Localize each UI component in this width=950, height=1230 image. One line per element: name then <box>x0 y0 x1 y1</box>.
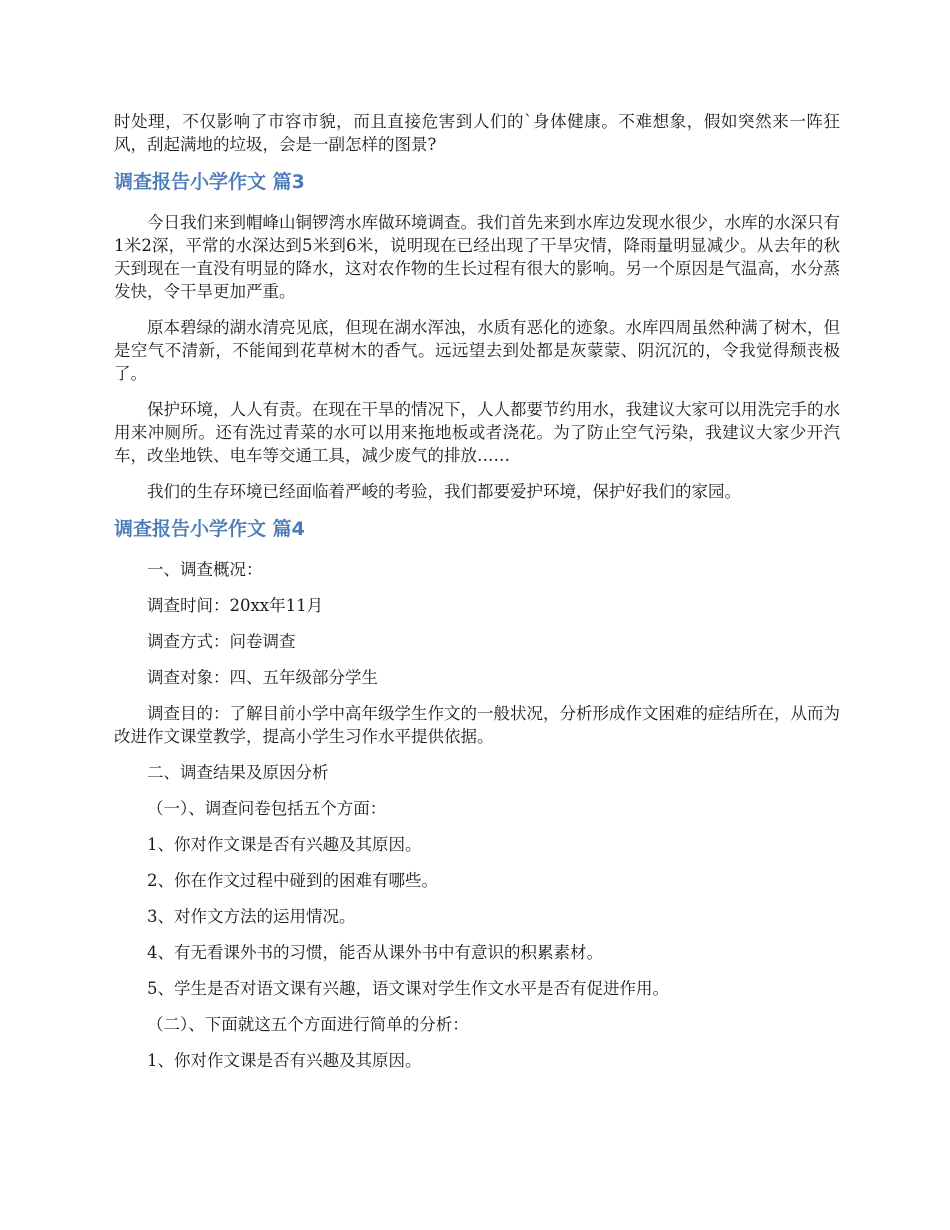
intro-paragraph: 时处理，不仅影响了市容市貌，而且直接危害到人们的`身体健康。不难想象，假如突然来一阵狂风，刮起满地的垃圾，会是一副怎样的图景? <box>114 112 840 154</box>
analysis-subheading: （二）、下面就这五个方面进行简单的分析： <box>147 1015 469 1034</box>
survey-time: 调查时间：20xx年11月 <box>147 596 324 615</box>
section-3-paragraph: 今日我们来到帽峰山铜锣湾水库做环境调查。我们首先来到水库边发现水很少，水库的水深只有1米2深，平常的水深达到5米到6米，说明现在已经出现了干旱灾情，降雨量明显减少。从去年的秋天到现在一直没有明显的降水，这对农作物的生长过程有很大的影响。另一个原因是气温高，水分蒸发快，令干旱更加严重。 <box>114 213 840 301</box>
questionnaire-item: 3、对作文方法的运用情况。 <box>147 907 356 926</box>
questionnaire-item: 2、你在作文过程中碰到的困难有哪些。 <box>147 871 438 890</box>
section-4-heading: 调查报告小学作文 篇4 <box>114 518 305 540</box>
questionnaire-subheading: （一）、调查问卷包括五个方面： <box>147 799 387 818</box>
questionnaire-item: 5、学生是否对语文课有兴趣，语文课对学生作文水平是否有促进作用。 <box>147 979 669 998</box>
analysis-item: 1、你对作文课是否有兴趣及其原因。 <box>147 1051 422 1070</box>
section-3-paragraph: 保护环境，人人有责。在现在干旱的情况下，人人都要节约用水，我建议大家可以用洗完手的水用来冲厕所。还有洗过青菜的水可以用来拖地板或者浇花。为了防止空气污染，我建议大家少开汽车，改坐地铁、电车等交通工具，减少废气的排放…… <box>114 400 840 465</box>
questionnaire-item: 1、你对作文课是否有兴趣及其原因。 <box>147 835 422 854</box>
questionnaire-item: 4、有无看课外书的习惯，能否从课外书中有意识的积累素材。 <box>147 943 603 962</box>
document-page <box>114 110 840 1085</box>
survey-subjects: 调查对象：四、五年级部分学生 <box>147 668 378 687</box>
survey-purpose: 调查目的：了解目前小学中高年级学生作文的一般状况，分析形成作文困难的症结所在，从而为改进作文课堂教学，提高小学生习作水平提供依据。 <box>114 704 840 746</box>
survey-overview-heading: 一、调查概况： <box>147 560 263 579</box>
section-3-heading: 调查报告小学作文 篇3 <box>114 171 305 193</box>
section-3-paragraph: 我们的生存环境已经面临着严峻的考验，我们都要爱护环境，保护好我们的家园。 <box>147 482 741 501</box>
section-3-paragraph: 原本碧绿的湖水清亮见底，但现在湖水浑浊，水质有恶化的迹象。水库四周虽然种满了树木，但是空气不清新，不能闻到花草树木的香气。远远望去到处都是灰蒙蒙、阴沉沉的，令我觉得颓丧极了。 <box>114 318 840 383</box>
results-heading: 二、调查结果及原因分析 <box>147 763 329 782</box>
survey-method: 调查方式：问卷调查 <box>147 632 296 651</box>
